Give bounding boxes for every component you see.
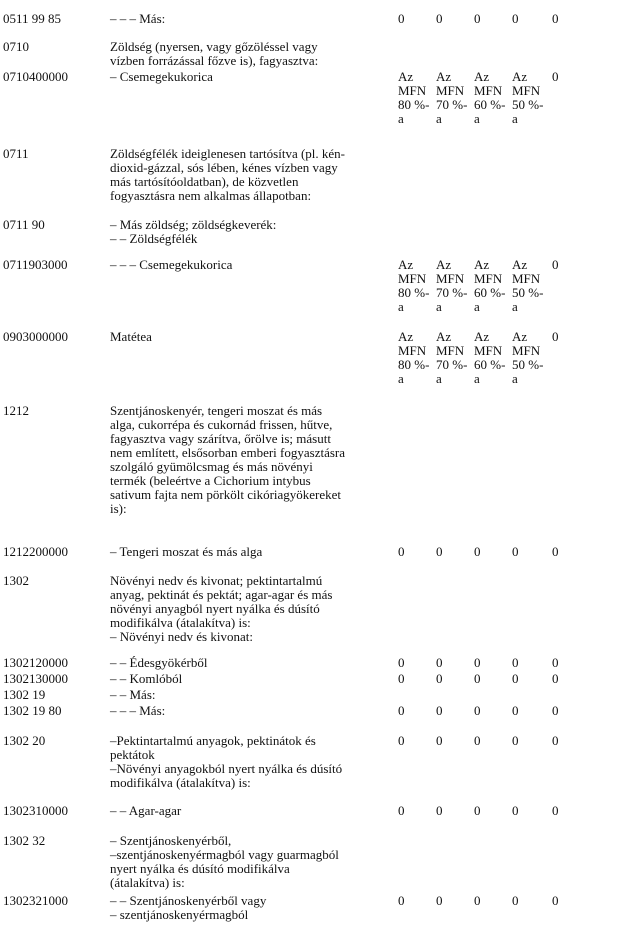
goods-description <box>110 804 400 818</box>
description-line: – Növényi nedv és kivonat: <box>110 629 253 644</box>
goods-description <box>110 574 400 644</box>
description-line: – – Más: <box>110 687 156 702</box>
duty-value: 0 <box>436 655 443 670</box>
duty-value: 0 <box>398 11 405 26</box>
duty-cell <box>512 330 542 386</box>
goods-description <box>110 218 400 246</box>
description-line: – – – Más: <box>110 703 166 718</box>
duty-value: 0 <box>512 893 519 908</box>
tariff-code: 1302 20 <box>3 733 46 748</box>
duty-value: Az <box>436 257 452 272</box>
duty-value: a <box>436 299 442 314</box>
duty-value: MFN <box>398 83 427 98</box>
duty-cell <box>436 672 466 686</box>
duty-cell <box>512 894 542 908</box>
duty-cell <box>436 258 466 314</box>
duty-value: MFN <box>474 83 503 98</box>
duty-cell <box>398 258 428 314</box>
duty-value: 60 %- <box>474 357 506 372</box>
tariff-code: 1302130000 <box>3 671 68 686</box>
tariff-code: 0711 90 <box>3 217 45 232</box>
duty-value: 60 %- <box>474 97 506 112</box>
duty-value: a <box>474 371 480 386</box>
duty-cell <box>436 804 466 818</box>
description-line: Zöldség (nyersen, vagy gőzöléssel vagy <box>110 39 318 54</box>
duty-value: Az <box>398 257 414 272</box>
duty-value: 0 <box>398 655 405 670</box>
duty-cell <box>474 734 504 748</box>
duty-cell <box>552 704 582 718</box>
description-line: – – Édesgyökérből <box>110 655 208 670</box>
duty-cell <box>552 258 582 272</box>
duty-value: 0 <box>552 671 559 686</box>
duty-value: MFN <box>474 343 503 358</box>
duty-cell <box>552 656 582 670</box>
duty-cell <box>474 330 504 386</box>
duty-value: 0 <box>398 703 405 718</box>
duty-value: 50 %- <box>512 357 544 372</box>
description-line: termék (beleértve a Cichorium intybus <box>110 473 311 488</box>
duty-value: 0 <box>512 544 519 559</box>
tariff-code: 1302310000 <box>3 803 68 818</box>
goods-description <box>110 734 400 790</box>
duty-cell <box>552 330 582 344</box>
duty-cell <box>512 672 542 686</box>
duty-value: MFN <box>512 343 541 358</box>
description-line: – – Szentjánoskenyérből vagy <box>110 893 267 908</box>
duty-value: 0 <box>436 11 443 26</box>
duty-cell <box>474 894 504 908</box>
duty-cell <box>398 545 428 559</box>
duty-cell <box>512 704 542 718</box>
duty-value: Az <box>512 257 528 272</box>
duty-value: 0 <box>474 803 481 818</box>
duty-value: Az <box>474 329 490 344</box>
description-line: szolgáló gyümölcsmag és más növényi <box>110 459 313 474</box>
duty-cell <box>398 704 428 718</box>
description-line: – – – Csemegekukorica <box>110 257 233 272</box>
goods-description <box>110 834 400 890</box>
duty-cell <box>398 330 428 386</box>
duty-value: 0 <box>512 803 519 818</box>
tariff-code: 0511 99 85 <box>3 11 62 26</box>
tariff-code: 1302321000 <box>3 893 68 908</box>
description-line: – – Agar-agar <box>110 803 182 818</box>
duty-value: 0 <box>552 893 559 908</box>
description-line: modifikálva (átalakítva) is: <box>110 775 251 790</box>
description-line: – Szentjánoskenyérből, <box>110 833 232 848</box>
duty-cell <box>552 12 582 26</box>
tariff-code: 0710 <box>3 39 29 54</box>
duty-value: a <box>474 111 480 126</box>
tariff-code: 1302 <box>3 573 29 588</box>
duty-cell <box>398 12 428 26</box>
duty-value: 80 %- <box>398 97 430 112</box>
duty-value: Az <box>398 329 414 344</box>
tariff-code: 1212 <box>3 403 29 418</box>
duty-cell <box>474 704 504 718</box>
duty-cell <box>436 734 466 748</box>
duty-cell <box>398 734 428 748</box>
duty-value: a <box>474 299 480 314</box>
duty-value: 0 <box>436 733 443 748</box>
duty-value: 70 %- <box>436 97 468 112</box>
duty-value: 0 <box>474 703 481 718</box>
duty-value: 0 <box>398 893 405 908</box>
duty-cell <box>398 672 428 686</box>
duty-cell <box>436 545 466 559</box>
duty-value: Az <box>436 69 452 84</box>
duty-value: 0 <box>552 733 559 748</box>
duty-value: 0 <box>552 11 559 26</box>
description-line: nem említett, elsősorban emberi fogyasztásra <box>110 445 346 460</box>
description-line: – szentjánoskenyérmagból <box>110 907 249 922</box>
duty-value: Az <box>512 69 528 84</box>
description-line: – – Zöldségfélék <box>110 231 198 246</box>
description-line: pektátok <box>110 747 155 762</box>
duty-value: Az <box>398 69 414 84</box>
tariff-code: 1212200000 <box>3 544 68 559</box>
goods-description <box>110 704 400 718</box>
duty-value: Az <box>512 329 528 344</box>
duty-cell <box>474 258 504 314</box>
tariff-code: 0711 <box>3 146 29 161</box>
duty-value: 0 <box>436 703 443 718</box>
duty-value: MFN <box>436 343 465 358</box>
duty-value: a <box>512 371 518 386</box>
duty-value: 0 <box>474 11 481 26</box>
duty-value: 50 %- <box>512 285 544 300</box>
duty-value: MFN <box>398 343 427 358</box>
duty-value: a <box>398 371 404 386</box>
duty-value: 0 <box>512 703 519 718</box>
duty-cell <box>474 12 504 26</box>
duty-value: 0 <box>552 69 559 84</box>
duty-value: a <box>512 299 518 314</box>
duty-value: 0 <box>436 893 443 908</box>
tariff-code: 0903000000 <box>3 329 68 344</box>
duty-value: 80 %- <box>398 357 430 372</box>
duty-cell <box>552 894 582 908</box>
duty-value: MFN <box>512 83 541 98</box>
duty-cell <box>398 894 428 908</box>
description-line: modifikálva (átalakítva) is: <box>110 615 251 630</box>
goods-description <box>110 894 400 922</box>
tariff-code: 0710400000 <box>3 69 68 84</box>
description-line: fagyasztva vagy szárítva, őrölve is; másutt <box>110 431 331 446</box>
duty-value: Az <box>474 257 490 272</box>
duty-cell <box>552 734 582 748</box>
tariff-code: 1302120000 <box>3 655 68 670</box>
tariff-code: 1302 19 <box>3 687 46 702</box>
description-line: alga, cukorrépa és cukornád frissen, hűtve, <box>110 417 333 432</box>
description-line: – Csemegekukorica <box>110 69 213 84</box>
goods-description <box>110 672 400 686</box>
description-line: dioxid-gázzal, sós lében, kénes vízben vagy <box>110 160 338 175</box>
description-line: Zöldségfélék ideiglenesen tartósítva (pl. kén- <box>110 146 346 161</box>
description-line: vízben forrázással főzve is), fagyasztva: <box>110 53 319 68</box>
goods-description <box>110 147 400 203</box>
duty-value: 0 <box>474 655 481 670</box>
description-line: Szentjánoskenyér, tengeri moszat és más <box>110 403 323 418</box>
duty-value: 0 <box>552 329 559 344</box>
duty-value: 80 %- <box>398 285 430 300</box>
duty-value: a <box>436 111 442 126</box>
duty-cell <box>436 70 466 126</box>
description-line: is): <box>110 501 127 516</box>
goods-description <box>110 404 400 516</box>
duty-cell <box>512 734 542 748</box>
duty-value: 0 <box>436 671 443 686</box>
tariff-code: 1302 32 <box>3 833 46 848</box>
description-line: sativum fajta nem pörkölt cikóriagyökereket <box>110 487 342 502</box>
goods-description <box>110 12 400 26</box>
description-line: (átalakítva) is: <box>110 875 185 890</box>
duty-cell <box>512 258 542 314</box>
duty-value: 0 <box>552 257 559 272</box>
duty-value: 0 <box>398 733 405 748</box>
duty-value: MFN <box>398 271 427 286</box>
description-line: – – – Más: <box>110 11 166 26</box>
duty-value: 0 <box>436 803 443 818</box>
duty-cell <box>474 672 504 686</box>
duty-cell <box>474 804 504 818</box>
duty-value: 70 %- <box>436 285 468 300</box>
description-line: anyag, pektinát és pektát; agar-agar és más <box>110 587 333 602</box>
duty-cell <box>512 656 542 670</box>
duty-cell <box>474 70 504 126</box>
goods-description <box>110 40 400 68</box>
description-line: Matétea <box>110 329 152 344</box>
duty-value: 0 <box>474 671 481 686</box>
duty-value: a <box>398 299 404 314</box>
duty-value: Az <box>474 69 490 84</box>
description-line: –Növényi anyagokból nyert nyálka és dúsító <box>110 761 343 776</box>
duty-cell <box>552 672 582 686</box>
description-line: más tartósítóoldatban), de közvetlen <box>110 174 299 189</box>
duty-value: 0 <box>552 544 559 559</box>
duty-cell <box>436 656 466 670</box>
duty-value: 70 %- <box>436 357 468 372</box>
duty-cell <box>436 330 466 386</box>
duty-cell <box>552 804 582 818</box>
duty-value: MFN <box>436 271 465 286</box>
duty-cell <box>398 804 428 818</box>
duty-value: MFN <box>436 83 465 98</box>
description-line: –Pektintartalmú anyagok, pektinátok és <box>110 733 316 748</box>
duty-cell <box>474 656 504 670</box>
duty-cell <box>436 704 466 718</box>
duty-value: 0 <box>474 544 481 559</box>
duty-value: 0 <box>552 803 559 818</box>
description-line: fogyasztásra nem alkalmas állapotban: <box>110 188 312 203</box>
description-line: nyert nyálka és dúsító modifikálva <box>110 861 290 876</box>
description-line: – Tengeri moszat és más alga <box>110 544 263 559</box>
duty-value: 0 <box>512 671 519 686</box>
goods-description <box>110 688 400 702</box>
duty-cell <box>398 656 428 670</box>
duty-cell <box>552 70 582 84</box>
duty-value: 0 <box>436 544 443 559</box>
duty-cell <box>552 545 582 559</box>
duty-value: 0 <box>398 544 405 559</box>
duty-value: 0 <box>552 703 559 718</box>
duty-cell <box>436 12 466 26</box>
duty-cell <box>474 545 504 559</box>
description-line: – Más zöldség; zöldségkeverék: <box>110 217 277 232</box>
description-line: – – Komlóból <box>110 671 183 686</box>
duty-cell <box>512 12 542 26</box>
duty-value: 0 <box>552 655 559 670</box>
duty-value: a <box>398 111 404 126</box>
duty-cell <box>512 70 542 126</box>
duty-value: 60 %- <box>474 285 506 300</box>
goods-description <box>110 330 400 344</box>
goods-description <box>110 656 400 670</box>
duty-value: 0 <box>512 655 519 670</box>
duty-cell <box>398 70 428 126</box>
duty-value: MFN <box>474 271 503 286</box>
duty-value: 0 <box>512 11 519 26</box>
tariff-code: 0711903000 <box>3 257 68 272</box>
duty-value: Az <box>436 329 452 344</box>
goods-description <box>110 258 400 272</box>
description-line: –szentjánoskenyérmagból vagy guarmagból <box>110 847 339 862</box>
tariff-code: 1302 19 80 <box>3 703 62 718</box>
duty-value: 0 <box>398 803 405 818</box>
goods-description <box>110 70 400 84</box>
duty-value: 0 <box>398 671 405 686</box>
description-line: növényi anyagból nyert nyálka és dúsító <box>110 601 320 616</box>
duty-cell <box>512 545 542 559</box>
duty-value: MFN <box>512 271 541 286</box>
duty-value: 0 <box>512 733 519 748</box>
description-line: Növényi nedv és kivonat; pektintartalmú <box>110 573 323 588</box>
goods-description <box>110 545 400 559</box>
duty-value: 0 <box>474 893 481 908</box>
duty-value: 0 <box>474 733 481 748</box>
duty-value: 50 %- <box>512 97 544 112</box>
duty-value: a <box>436 371 442 386</box>
duty-value: a <box>512 111 518 126</box>
duty-cell <box>512 804 542 818</box>
duty-cell <box>436 894 466 908</box>
